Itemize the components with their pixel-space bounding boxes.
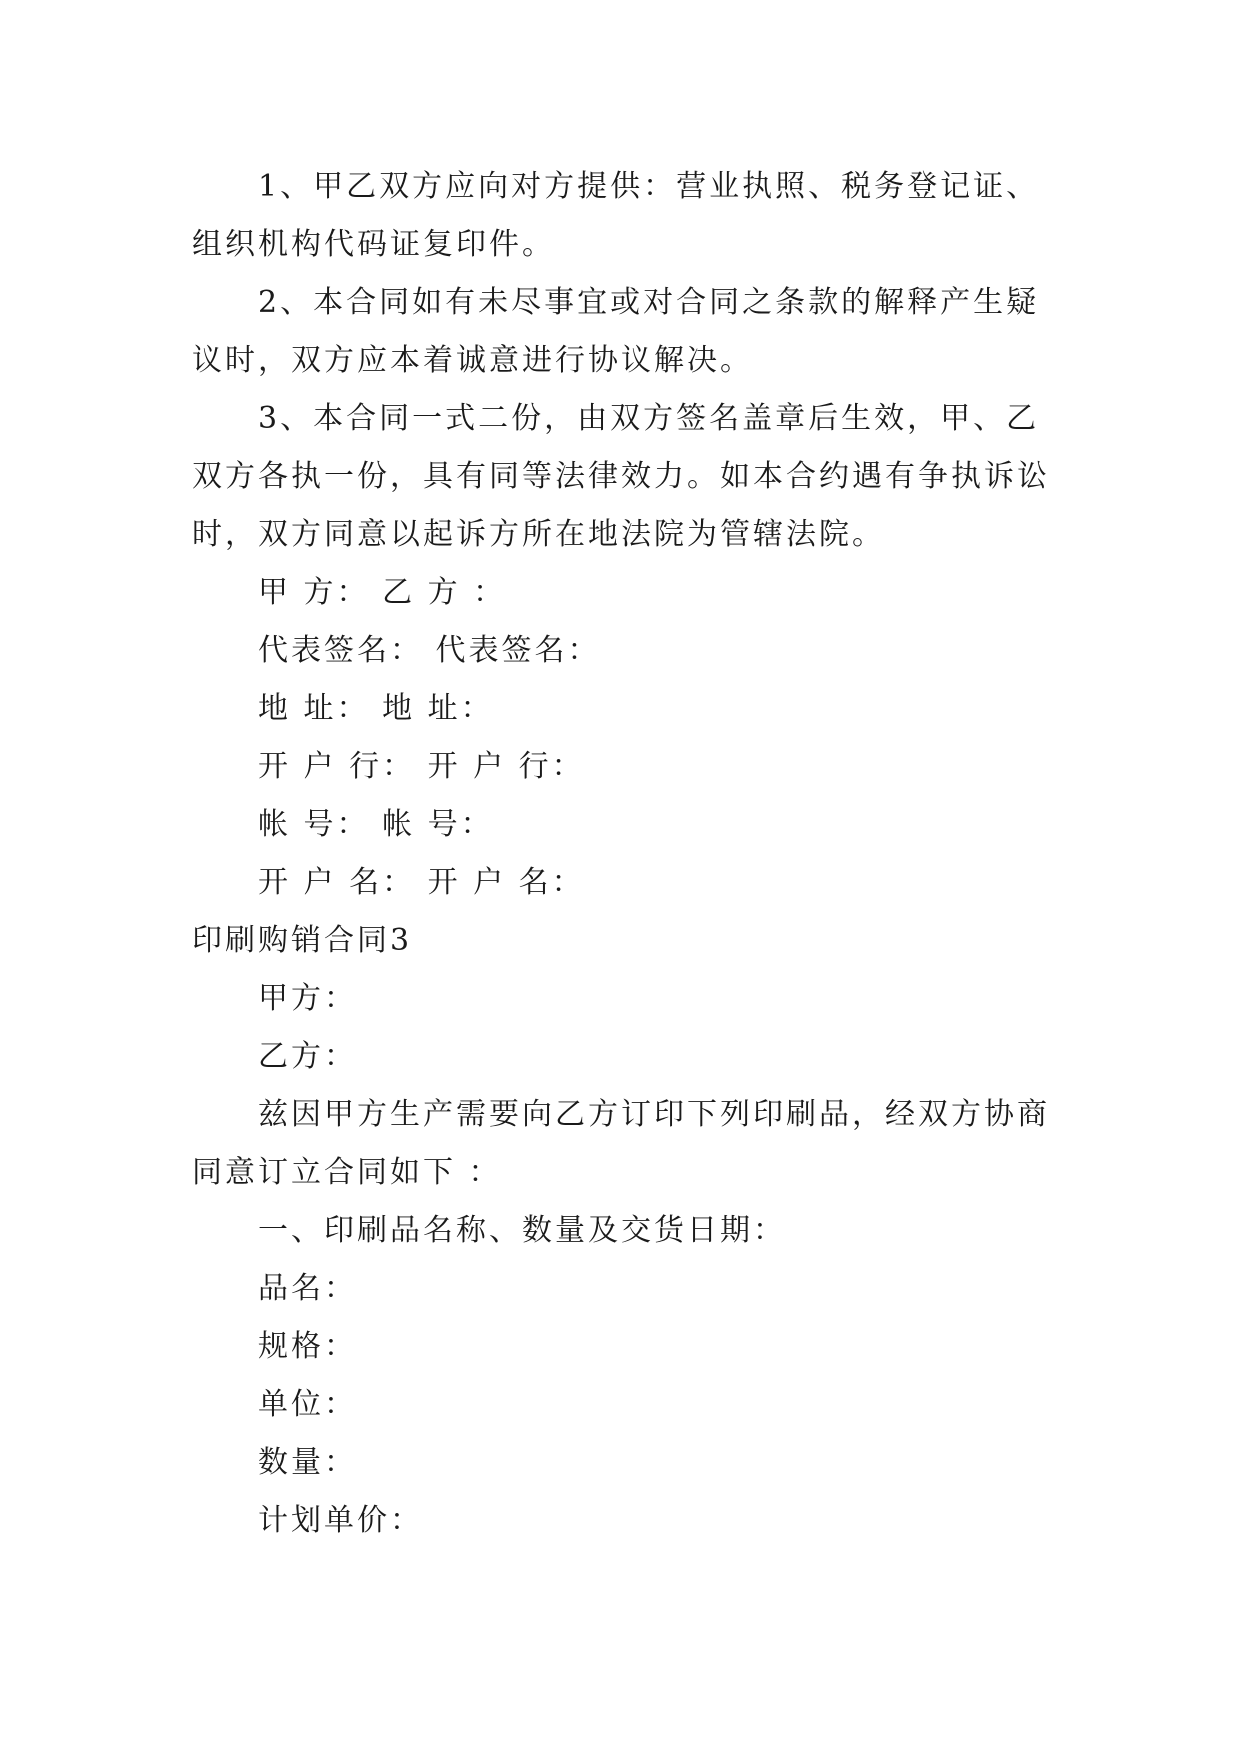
- clause-1-line-2: 组织机构代码证复印件。: [192, 227, 555, 262]
- contract-3-preamble-line-1: 兹因甲方生产需要向乙方订印下列印刷品，经双方协商: [258, 1097, 1050, 1132]
- field-product-name: 品名：: [258, 1271, 357, 1306]
- clause-1-line-1: 1、甲乙双方应向对方提供：营业执照、税务登记证、: [258, 169, 1040, 204]
- signature-address-row: 地 址： 地 址：: [258, 691, 494, 726]
- signature-representative-row: 代表签名： 代表签名：: [258, 633, 601, 668]
- contract-3-party-a: 甲方：: [258, 981, 357, 1016]
- contract-3-section-1-heading: 一、印刷品名称、数量及交货日期：: [258, 1213, 786, 1248]
- clause-2-line-1: 2、本合同如有未尽事宜或对合同之条款的解释产生疑: [258, 285, 1040, 320]
- document-page: [192, 158, 1052, 1550]
- signature-account-name-row: 开 户 名： 开 户 名：: [258, 865, 585, 900]
- clause-3-line-3: 时，双方同意以起诉方所在地法院为管辖法院。: [192, 517, 885, 552]
- contract-3-preamble-line-2: 同意订立合同如下 ：: [192, 1155, 502, 1190]
- field-unit: 单位：: [258, 1387, 357, 1422]
- clause-3-line-1: 3、本合同一式二份，由双方签名盖章后生效，甲、乙: [258, 401, 1040, 436]
- field-quantity: 数量：: [258, 1445, 357, 1480]
- signature-party-row: 甲 方： 乙 方 ：: [258, 575, 507, 610]
- contract-3-party-b: 乙方：: [258, 1039, 357, 1074]
- signature-account-row: 帐 号： 帐 号：: [258, 807, 494, 842]
- signature-bank-row: 开 户 行： 开 户 行：: [258, 749, 585, 784]
- field-specification: 规格：: [258, 1329, 357, 1364]
- clause-2-line-2: 议时，双方应本着诚意进行协议解决。: [192, 343, 753, 378]
- field-planned-unit-price: 计划单价：: [258, 1503, 423, 1538]
- clause-3-line-2: 双方各执一份，具有同等法律效力。如本合约遇有争执诉讼: [192, 459, 1050, 494]
- contract-3-title: 印刷购销合同3: [192, 923, 413, 958]
